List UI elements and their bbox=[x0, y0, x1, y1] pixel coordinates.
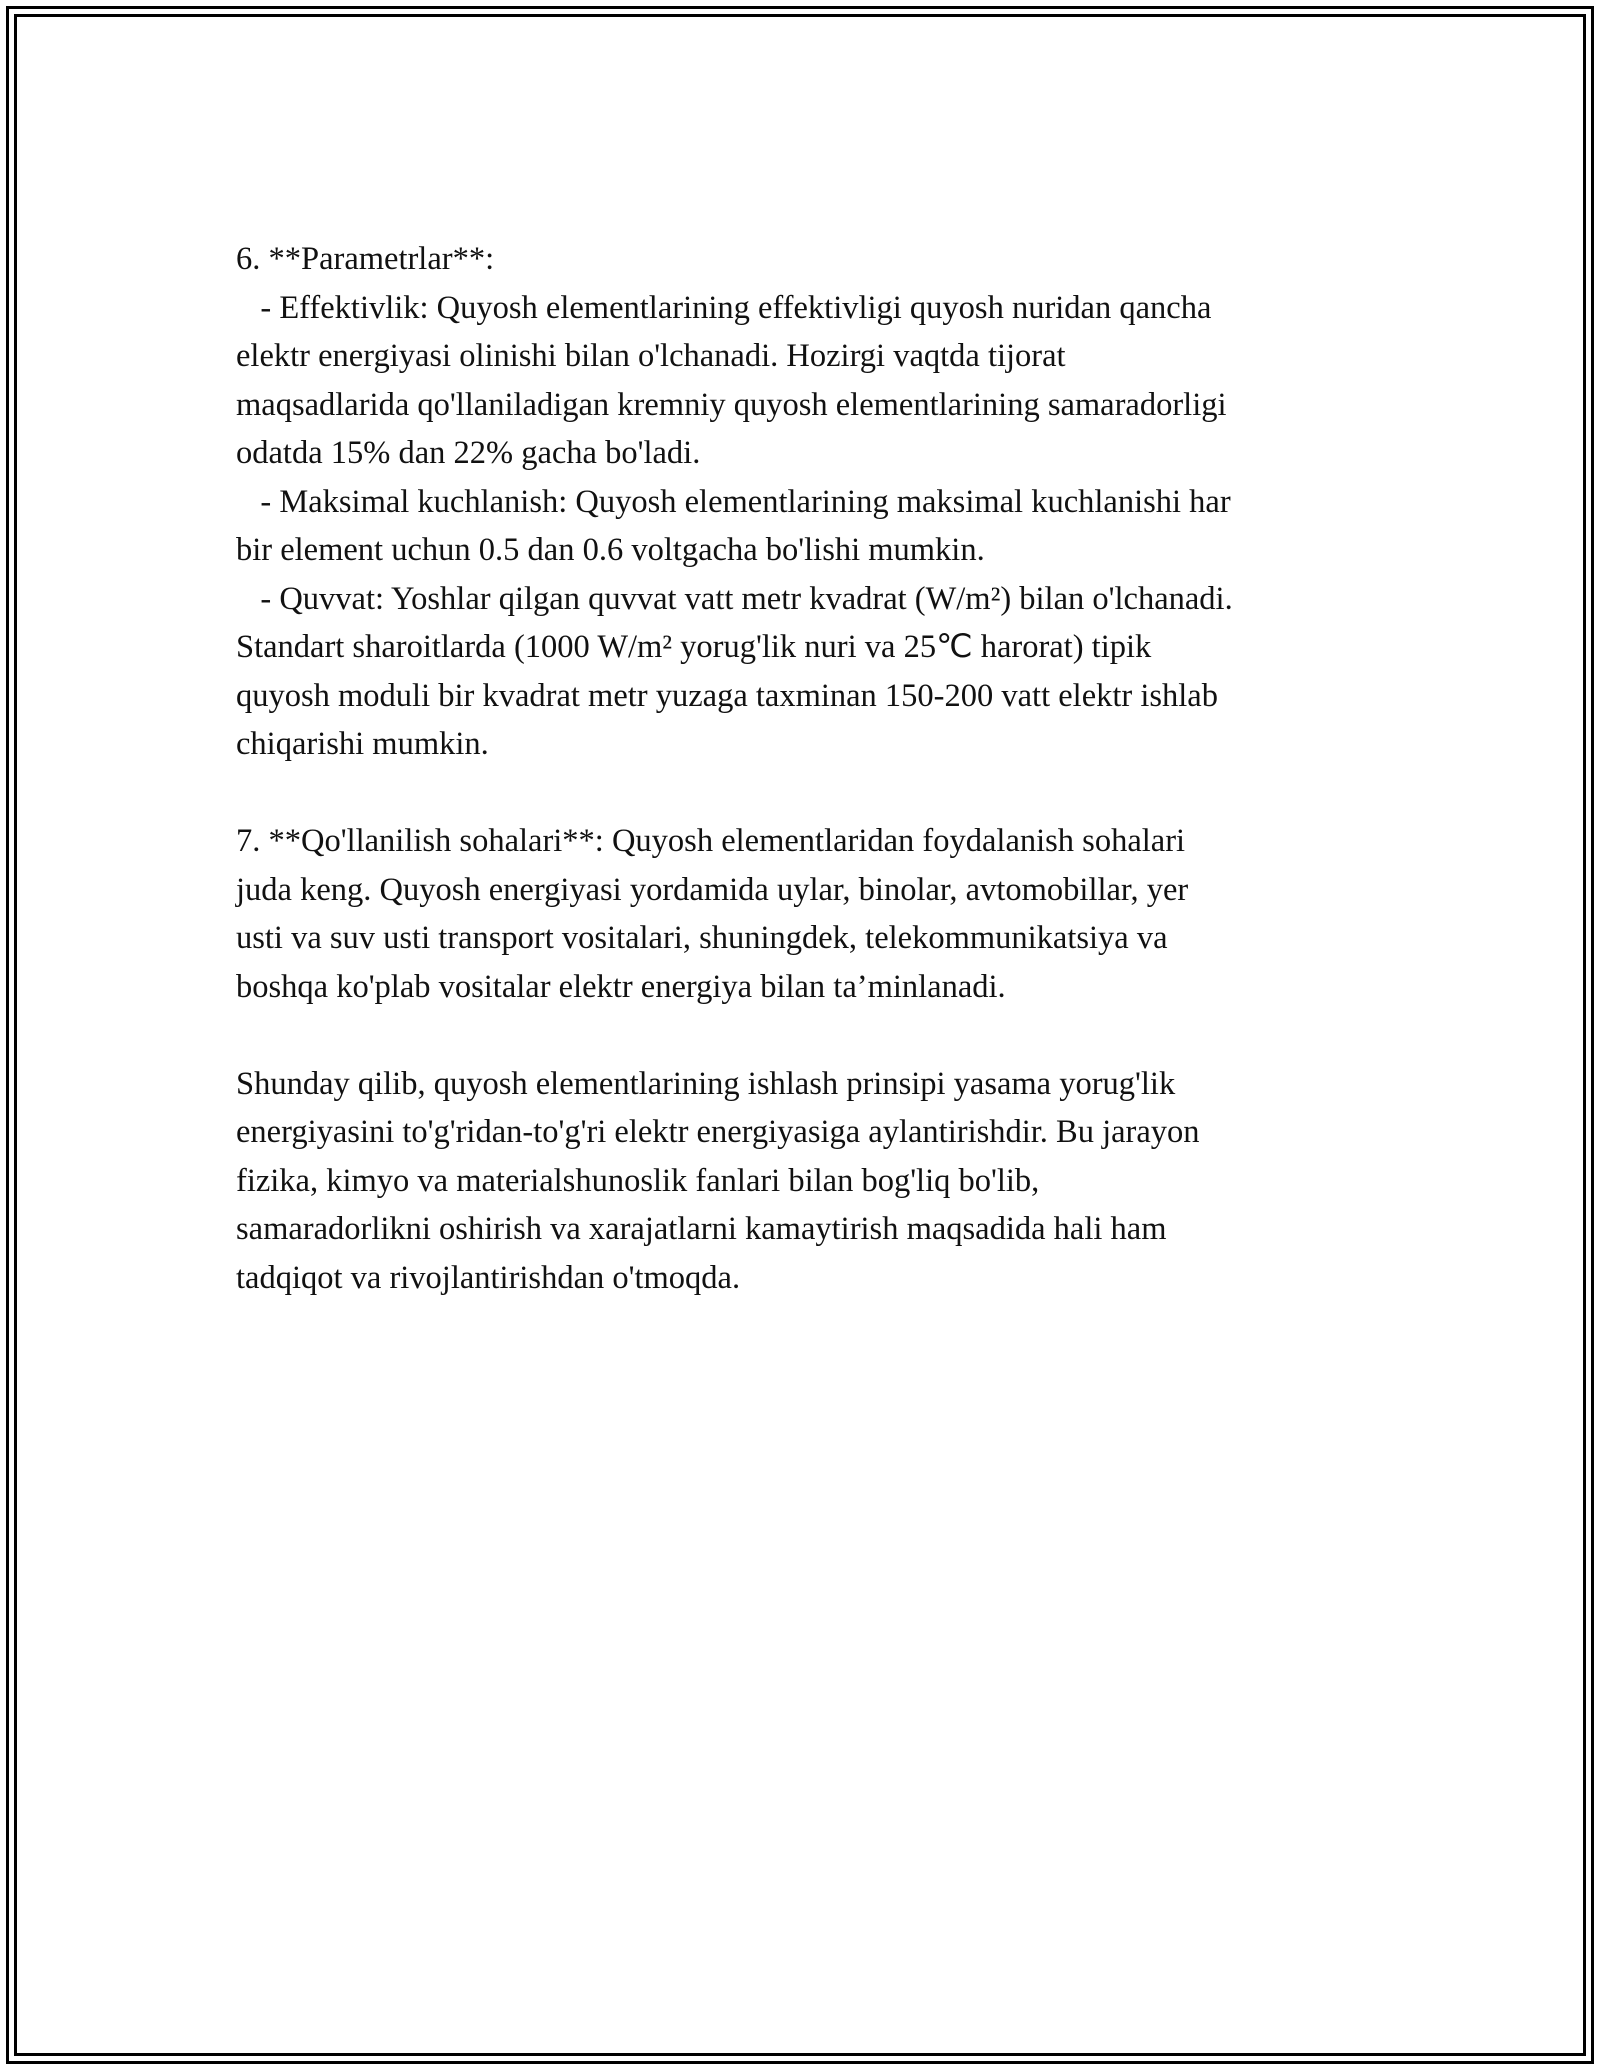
section-conclusion bbox=[236, 1060, 1386, 1303]
line-voltage-1: - Maksimal kuchlanish: Quyosh elementlarining maksimal kuchlanishi har bbox=[236, 483, 1231, 520]
paragraph-gap bbox=[236, 1011, 1386, 1060]
line-efficiency-4: odatda 15% dan 22% gacha bo'ladi. bbox=[236, 435, 701, 471]
line-applications-2: juda keng. Quyosh energiyasi yordamida uylar, binolar, avtomobillar, yer bbox=[236, 871, 1189, 908]
line-power-3: quyosh moduli bir kvadrat metr yuzaga taxminan 150-200 vatt elektr ishlab bbox=[236, 677, 1218, 714]
line-efficiency-2: elektr energiyasi olinishi bilan o'lchanadi. Hozirgi vaqtda tijorat bbox=[236, 338, 1066, 374]
line-applications-3: usti va suv usti transport vositalari, shuningdek, telekommunikatsiya va bbox=[236, 920, 1168, 956]
line-conclusion-4: samaradorlikni oshirish va xarajatlarni kamaytirish maqsadida hali ham bbox=[236, 1211, 1167, 1247]
document-body bbox=[236, 235, 1386, 1302]
line-applications-1: 7. **Qo'llanilish sohalari**: Quyosh elementlaridan foydalanish sohalari bbox=[236, 823, 1186, 859]
section-applications bbox=[236, 817, 1386, 1011]
line-efficiency-3: maqsadlarida qo'llaniladigan kremniy quyosh elementlarining samaradorligi bbox=[236, 386, 1227, 423]
line-power-1: - Quvvat: Yoshlar qilgan quvvat vatt metr kvadrat (W/m²) bilan o'lchanadi. bbox=[236, 580, 1233, 617]
line-efficiency-1: - Effektivlik: Quyosh elementlarining effektivligi quyosh nuridan qancha bbox=[236, 289, 1212, 326]
line-voltage-2: bir element uchun 0.5 dan 0.6 voltgacha bo'lishi mumkin. bbox=[236, 532, 985, 568]
line-power-4: chiqarishi mumkin. bbox=[236, 726, 489, 762]
line-parameters-heading: 6. **Parametrlar**: bbox=[236, 241, 495, 277]
line-conclusion-5: tadqiqot va rivojlantirishdan o'tmoqda. bbox=[236, 1259, 741, 1296]
line-applications-4: boshqa ko'plab vositalar elektr energiya bilan ta’minlanadi. bbox=[236, 968, 1006, 1005]
line-power-2: Standart sharoitlarda (1000 W/m² yorug'lik nuri va 25℃ harorat) tipik bbox=[236, 629, 1152, 665]
line-conclusion-2: energiyasini to'g'ridan-to'g'ri elektr energiyasiga aylantirishdir. Bu jarayon bbox=[236, 1114, 1200, 1150]
section-parameters bbox=[236, 235, 1386, 769]
line-conclusion-1: Shunday qilib, quyosh elementlarining ishlash prinsipi yasama yorug'lik bbox=[236, 1065, 1176, 1102]
paragraph-gap bbox=[236, 769, 1386, 818]
line-conclusion-3: fizika, kimyo va materialshunoslik fanlari bilan bog'liq bo'lib, bbox=[236, 1162, 1040, 1199]
